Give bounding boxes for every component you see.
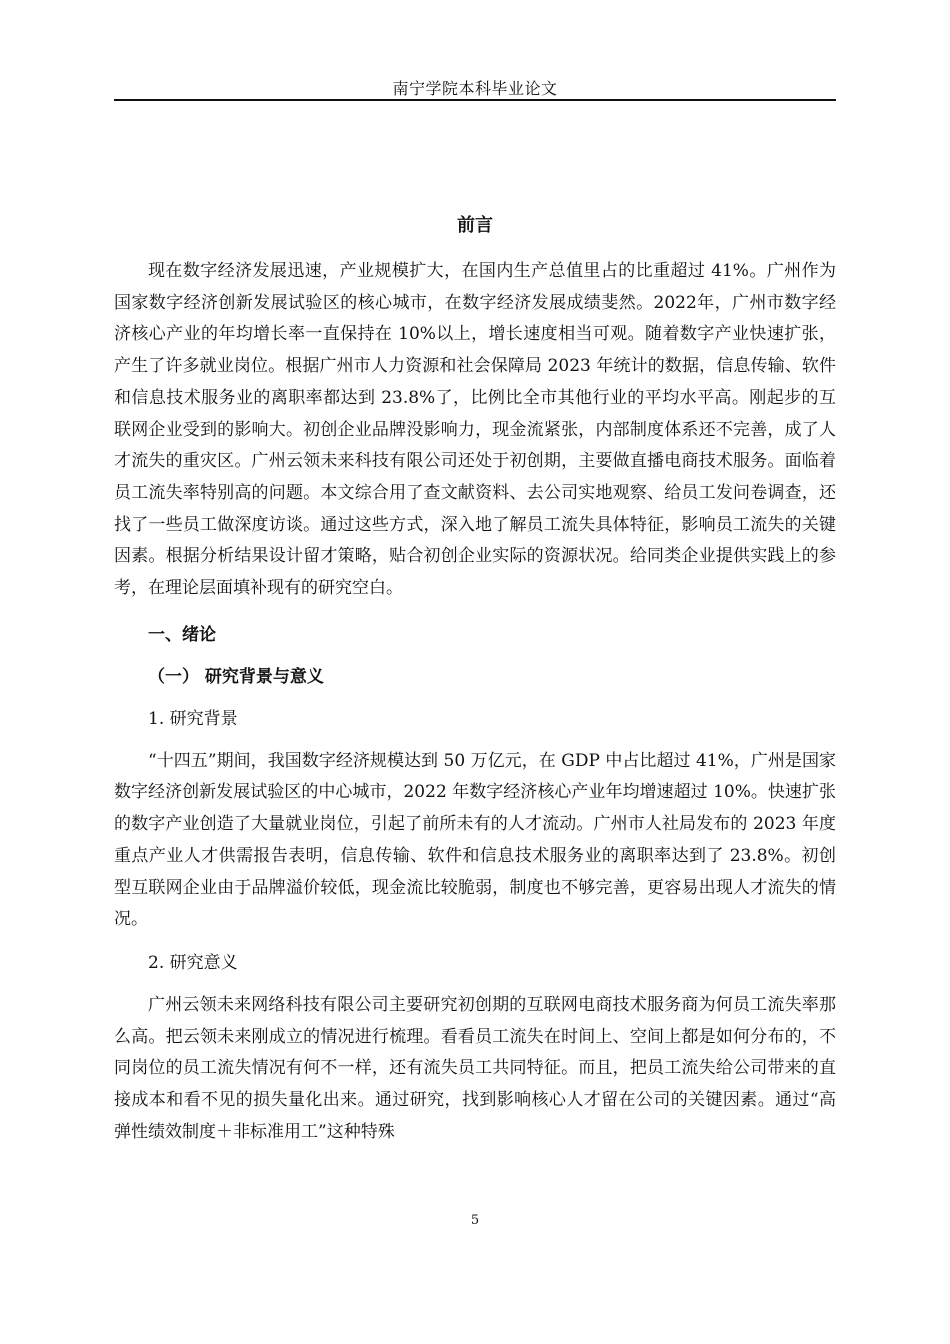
- header-divider: [114, 99, 836, 101]
- subsection-heading-significance: 2. 研究意义: [148, 952, 238, 973]
- page-number: 5: [470, 1213, 480, 1228]
- running-header: 南宁学院本科毕业论文: [392, 79, 558, 98]
- significance-paragraph: 广州云领未来网络科技有限公司主要研究初创期的互联网电商技术服务商为何员工流失率那么高。把云领未来刚成立的情况进行梳理。看看员工流失在时间上、空间上都是如何分布的，不同岗位的员工流失情况有何不一样，还有流失员工共同特征。而且，把员工流失给公司带来的直接成本和看不见的损失量化出来。通过研究，找到影响核心人才留在公司的关键因素。通过“高弹性绩效制度＋非标准用工”这种特殊: [114, 994, 836, 1142]
- preface-paragraph: 现在数字经济发展迅速，产业规模扩大，在国内生产总值里占的比重超过 41%。广州作为国家数字经济创新发展试验区的核心城市，在数字经济发展成绩斐然。2022年，广州市数字经济核心产业的年均增长率一直保持在 10%以上，增长速度相当可观。随着数字产业快速扩张，产生了许多就业岗位。根据广州市人力资源和社会保障局 2023 年统计的数据，信息传输、软件和信息技术服务业的离职率都达到 23.8%了，比例比全市其他行业的平均水平高。刚起步的互联网企业受到的影响大。初创企业品牌没影响力，现金流紧张，内部制度体系还不完善，成了人才流失的重灾区。广州云领未来科技有限公司还处于初创期，主要做直播电商技术服务。面临着员工流失率特别高的问题。本文综合用了查文献资料、去公司实地观察、给员工发问卷调查，还找了一些员工做深度访谈。通过这些方式，深入地了解员工流失具体特征，影响员工流失的关键因素。根据分析结果设计留才策略，贴合初创企业实际的资源状况。给同类企业提供实践上的参考，在理论层面填补现有的研究空白。: [114, 261, 836, 599]
- background-paragraph: “十四五”期间，我国数字经济规模达到 50 万亿元，在 GDP 中占比超过 41%，广州是国家数字经济创新发展试验区的中心城市，2022 年数字经济核心产业年均增速超过 10%。快速扩张的数字产业创造了大量就业岗位，引起了前所未有的人才流动。广州市人社局发布的 2023 年度重点产业人才供需报告表明，信息传输、软件和信息技术服务业的离职率达到了 23.8%。初创型互联网企业由于品牌溢价较低，现金流比较脆弱，制度也不够完善，更容易出现人才流失的情况。: [114, 750, 836, 930]
- section-title: 前言: [457, 215, 493, 236]
- section-heading: （一） 研究背景与意义: [148, 666, 324, 687]
- chapter-heading: 一、绪论: [148, 624, 216, 645]
- subsection-heading-background: 1. 研究背景: [148, 708, 238, 729]
- page-body: [114, 211, 836, 1148]
